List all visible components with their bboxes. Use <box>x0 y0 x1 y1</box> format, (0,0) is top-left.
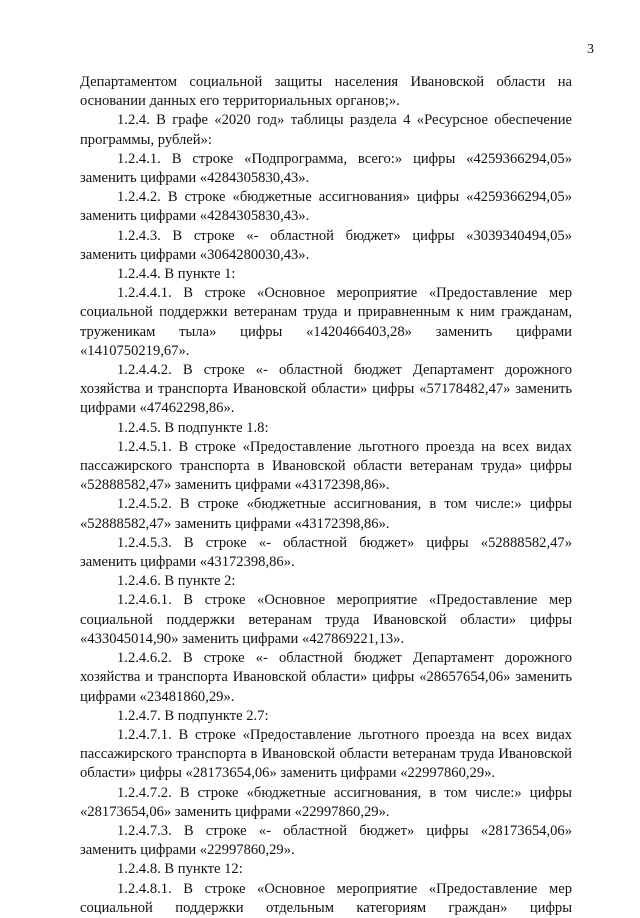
paragraph-1-2-4-8-1: 1.2.4.8.1. В строке «Основное мероприятие «Предоставление мер социальной поддержки отдельным категориям граждан» цифры <box>80 880 572 916</box>
paragraph-1-2-4-7-3: 1.2.4.7.3. В строке «- областной бюджет» цифры «28173654,06» заменить цифрами «22997860,29». <box>80 822 572 859</box>
paragraph-1-2-4-4-2: 1.2.4.4.2. В строке «- областной бюджет Департамент дорожного хозяйства и транспорта Ивановской области» цифры «57178482,47» заменить цифрами «47462298,86». <box>80 362 572 417</box>
paragraph-1-2-4-7: 1.2.4.7. В подпункте 2.7: <box>117 707 269 724</box>
paragraph-1-2-4-6: 1.2.4.6. В пункте 2: <box>117 573 236 590</box>
paragraph-continuation: Департаментом социальной защиты населения Ивановской области на основании данных его территориальных органов;». <box>80 74 572 110</box>
paragraph-1-2-4-5-1: 1.2.4.5.1. В строке «Предоставление льготного проезда на всех видах пассажирского транспорта в Ивановской области ветеранам труда» цифры «52888582,47» заменить цифрами «43172398,86». <box>80 438 572 494</box>
page-number: 3 <box>587 42 594 57</box>
paragraph-1-2-4-7-1: 1.2.4.7.1. В строке «Предоставление льготного проезда на всех видах пассажирского транспорта в Ивановской области ветеранам труда Ивановской области» цифры «28173654,06» заменить цифрами «22997860,29». <box>80 726 572 782</box>
paragraph-1-2-4: 1.2.4. В графе «2020 год» таблицы раздела 4 «Ресурсное обеспечение программы, рублей»: <box>80 112 572 148</box>
paragraph-1-2-4-4: 1.2.4.4. В пункте 1: <box>117 266 236 283</box>
paragraph-1-2-4-1: 1.2.4.1. В строке «Подпрограмма, всего:» цифры «4259366294,05» заменить цифрами «4284305830,43». <box>80 150 572 187</box>
paragraph-1-2-4-5-3: 1.2.4.5.3. В строке «- областной бюджет» цифры «52888582,47» заменить цифрами «43172398,86». <box>80 534 572 571</box>
paragraph-1-2-4-4-1: 1.2.4.4.1. В строке «Основное мероприятие «Предоставление мер социальной поддержки ветеранам труда и приравненным к ним гражданам, труженикам тыла» цифры «1420466403,28» заменить цифрами «1410750219,67». <box>80 285 572 359</box>
paragraph-1-2-4-7-2: 1.2.4.7.2. В строке «бюджетные ассигнования, в том числе:» цифры «28173654,06» заменить цифрами «22997860,29». <box>80 784 572 820</box>
paragraph-1-2-4-8: 1.2.4.8. В пункте 12: <box>117 861 243 878</box>
paragraph-1-2-4-3: 1.2.4.3. В строке «- областной бюджет» цифры «3039340494,05» заменить цифрами «3064280030,43». <box>80 227 572 263</box>
document-body <box>80 73 572 918</box>
paragraph-1-2-4-6-1: 1.2.4.6.1. В строке «Основное мероприятие «Предоставление мер социальной поддержки ветеранам труда Ивановской области» цифры «433045014,90» заменить цифрами «427869221,13». <box>80 592 572 647</box>
paragraph-1-2-4-5-2: 1.2.4.5.2. В строке «бюджетные ассигнования, в том числе:» цифры «52888582,47» заменить цифрами «43172398,86». <box>80 496 572 532</box>
paragraph-1-2-4-2: 1.2.4.2. В строке «бюджетные ассигнования» цифры «4259366294,05» заменить цифрами «4284305830,43». <box>80 189 572 225</box>
paragraph-1-2-4-6-2: 1.2.4.6.2. В строке «- областной бюджет Департамент дорожного хозяйства и транспорта Ивановской области» цифры «28657654,06» заменить цифрами «23481860,29». <box>80 650 572 705</box>
paragraph-1-2-4-5: 1.2.4.5. В подпункте 1.8: <box>117 419 269 436</box>
